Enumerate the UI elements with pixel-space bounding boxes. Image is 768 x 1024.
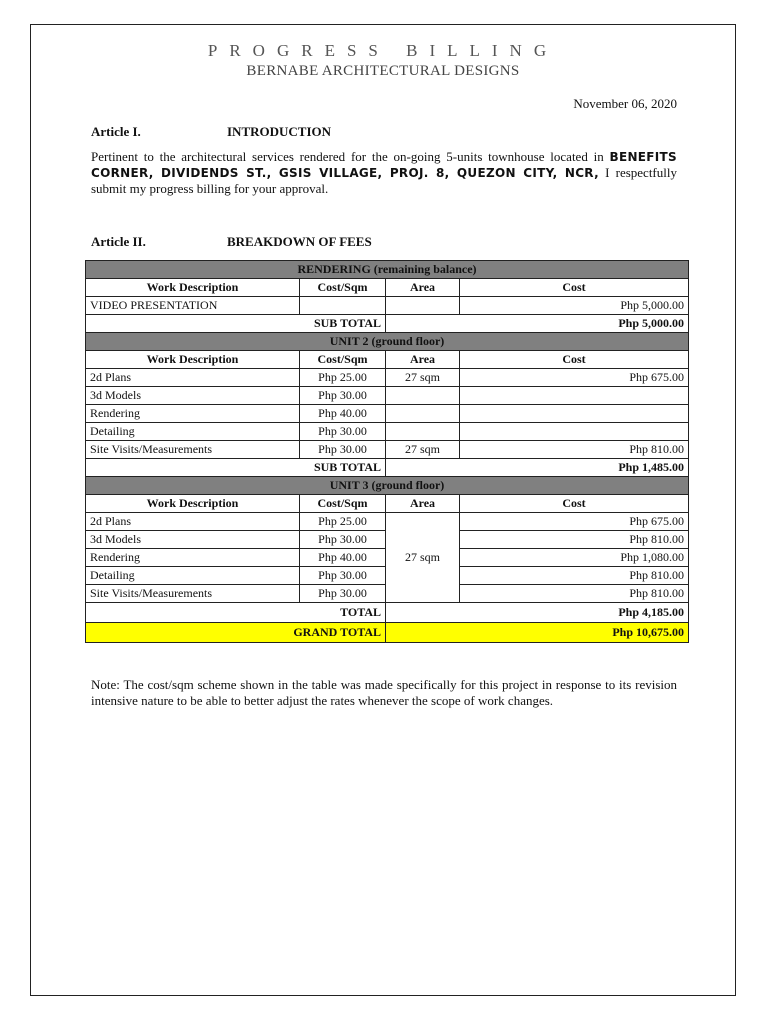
work-description: 3d Models xyxy=(86,387,300,405)
area xyxy=(386,297,460,315)
cost: Php 810.00 xyxy=(460,441,689,459)
cost-per-sqm: Php 40.00 xyxy=(300,405,386,423)
area xyxy=(386,405,460,423)
column-header: Cost xyxy=(460,351,689,369)
table-row xyxy=(86,513,689,531)
section-header-row xyxy=(86,261,689,279)
cost-per-sqm: Php 40.00 xyxy=(300,549,386,567)
document-date: November 06, 2020 xyxy=(573,96,677,111)
column-header: Area xyxy=(386,351,460,369)
cost: Php 5,000.00 xyxy=(460,297,689,315)
subtotal-row xyxy=(86,459,689,477)
article-2-title: BREAKDOWN OF FEES xyxy=(227,234,372,249)
area: 27 sqm xyxy=(386,441,460,459)
area xyxy=(386,423,460,441)
cost-per-sqm: Php 30.00 xyxy=(300,441,386,459)
work-description: Site Visits/Measurements xyxy=(86,441,300,459)
cost-per-sqm: Php 30.00 xyxy=(300,387,386,405)
table-row xyxy=(86,387,689,405)
intro-text-start: Pertinent to the architectural services rendered for the on-going 5-units townhouse located in xyxy=(91,149,610,164)
column-header-row xyxy=(86,495,689,513)
work-description: 2d Plans xyxy=(86,369,300,387)
cost-per-sqm: Php 30.00 xyxy=(300,531,386,549)
section-title: UNIT 3 (ground floor) xyxy=(86,477,689,495)
column-header: Cost/Sqm xyxy=(300,351,386,369)
cost-per-sqm: Php 30.00 xyxy=(300,567,386,585)
grand-total-label: GRAND TOTAL xyxy=(86,623,386,643)
introduction-paragraph xyxy=(91,149,677,197)
cost-per-sqm: Php 30.00 xyxy=(300,423,386,441)
grand-total-row xyxy=(86,623,689,643)
total-label: TOTAL xyxy=(86,603,386,623)
table-row xyxy=(86,369,689,387)
table-row xyxy=(86,441,689,459)
area xyxy=(386,387,460,405)
work-description: Detailing xyxy=(86,423,300,441)
area: 27 sqm xyxy=(386,369,460,387)
section-title: UNIT 2 (ground floor) xyxy=(86,333,689,351)
merged-area: 27 sqm xyxy=(386,513,460,603)
total-value: Php 4,185.00 xyxy=(386,603,689,623)
cost: Php 810.00 xyxy=(460,585,689,603)
cost-per-sqm: Php 30.00 xyxy=(300,585,386,603)
subtotal-label: SUB TOTAL xyxy=(86,459,386,477)
project-location: BENEFITS CORNER, DIVIDENDS ST., GSIS VILLAGE, PROJ. 8, QUEZON CITY, NCR, xyxy=(91,150,677,180)
column-header: Cost xyxy=(460,495,689,513)
work-description: Rendering xyxy=(86,549,300,567)
cost: Php 810.00 xyxy=(460,567,689,585)
section-header-row xyxy=(86,477,689,495)
subtotal-label: SUB TOTAL xyxy=(86,315,386,333)
work-description: Detailing xyxy=(86,567,300,585)
intro-text-end: I respectfully submit my progress billing for your approval. xyxy=(91,165,677,196)
subtotal-value: Php 1,485.00 xyxy=(386,459,689,477)
document-page xyxy=(30,24,736,996)
column-header: Work Description xyxy=(86,351,300,369)
fees-table xyxy=(85,260,689,643)
article-2-number: Article II. xyxy=(91,234,146,249)
cost xyxy=(460,405,689,423)
cost: Php 675.00 xyxy=(460,369,689,387)
cost-per-sqm: Php 25.00 xyxy=(300,513,386,531)
column-header: Work Description xyxy=(86,495,300,513)
article-1-heading xyxy=(91,124,331,140)
subtotal-value: Php 5,000.00 xyxy=(386,315,689,333)
column-header-row xyxy=(86,351,689,369)
column-header: Cost/Sqm xyxy=(300,279,386,297)
article-1-number: Article I. xyxy=(91,124,141,139)
company-name: BERNABE ARCHITECTURAL DESIGNS xyxy=(246,63,520,79)
total-row xyxy=(86,603,689,623)
article-1-title: INTRODUCTION xyxy=(227,124,332,139)
article-2-heading xyxy=(91,234,372,250)
work-description: Site Visits/Measurements xyxy=(86,585,300,603)
cost: Php 810.00 xyxy=(460,531,689,549)
document-title: PROGRESS BILLING xyxy=(207,41,559,60)
cost: Php 1,080.00 xyxy=(460,549,689,567)
table-row xyxy=(86,423,689,441)
column-header: Cost xyxy=(460,279,689,297)
column-header: Cost/Sqm xyxy=(300,495,386,513)
section-header-row xyxy=(86,333,689,351)
work-description: 3d Models xyxy=(86,531,300,549)
work-description: Rendering xyxy=(86,405,300,423)
cost-per-sqm xyxy=(300,297,386,315)
section-title: RENDERING (remaining balance) xyxy=(86,261,689,279)
cost xyxy=(460,423,689,441)
cost: Php 675.00 xyxy=(460,513,689,531)
grand-total-value: Php 10,675.00 xyxy=(386,623,689,643)
subtotal-row xyxy=(86,315,689,333)
column-header-row xyxy=(86,279,689,297)
work-description: VIDEO PRESENTATION xyxy=(86,297,300,315)
table-row xyxy=(86,405,689,423)
column-header: Area xyxy=(386,495,460,513)
cost xyxy=(460,387,689,405)
note-paragraph: Note: The cost/sqm scheme shown in the table was made specifically for this project in response to its revision intensive nature to be able to better adjust the rates whenever the scope of work changes. xyxy=(91,677,677,708)
table-row xyxy=(86,297,689,315)
cost-per-sqm: Php 25.00 xyxy=(300,369,386,387)
column-header: Area xyxy=(386,279,460,297)
work-description: 2d Plans xyxy=(86,513,300,531)
column-header: Work Description xyxy=(86,279,300,297)
